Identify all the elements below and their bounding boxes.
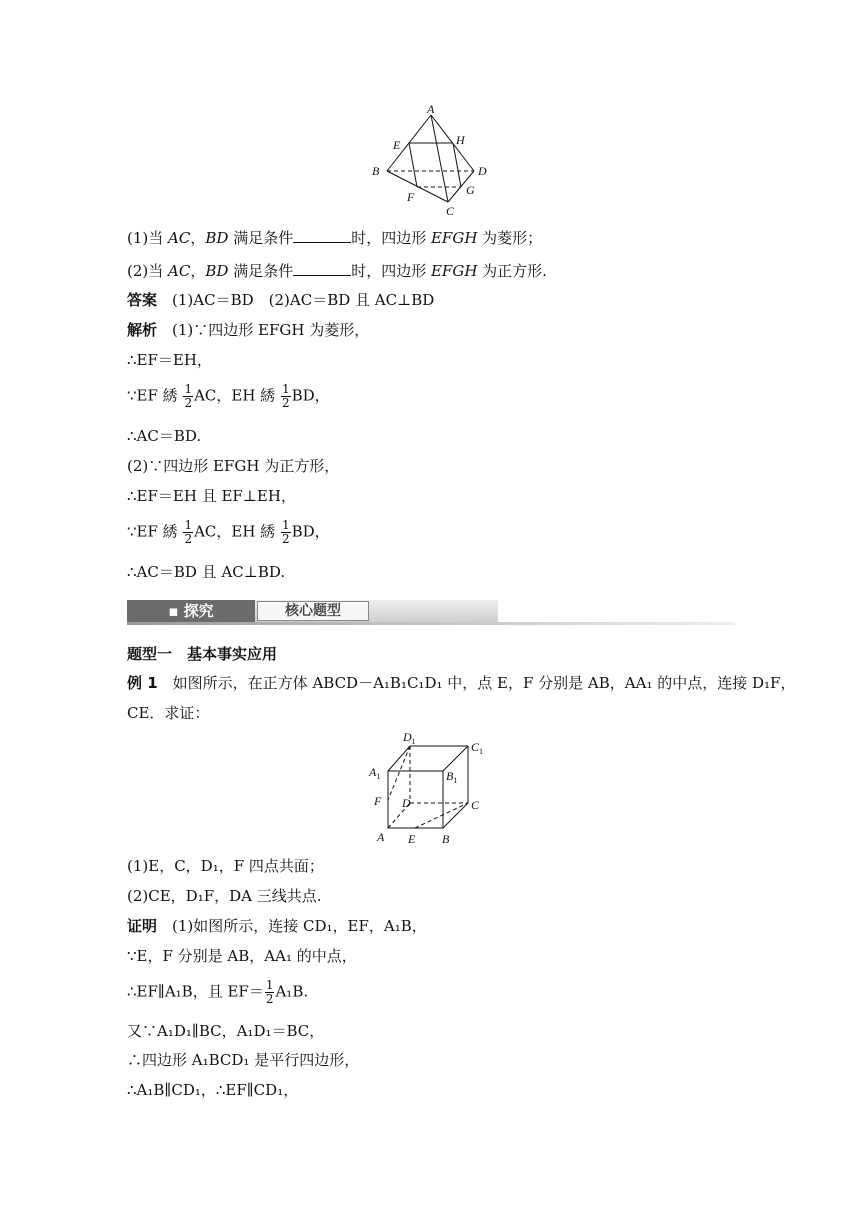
cube-label-C: C bbox=[471, 798, 480, 812]
question-2: (2)当 AC，BD 满足条件 时，四边形 EFGH 为正方形. bbox=[127, 262, 547, 280]
analysis-step: ∵EF 綉 $\frac{1}{2}$ AC，EH 綉 $\frac{1}{2}$ BD， bbox=[127, 518, 330, 546]
analysis-step: ∴EF＝EH 且 EF⊥EH， bbox=[127, 487, 296, 505]
cube-label-F: F bbox=[374, 794, 382, 808]
proof-label: 证明 bbox=[127, 917, 158, 935]
tetra-label-H: H bbox=[456, 133, 465, 147]
question-1: (1)当 AC，BD 满足条件 时，四边形 EFGH 为菱形； bbox=[127, 229, 543, 247]
cube-label-E: E bbox=[408, 832, 416, 846]
tetra-label-C: C bbox=[446, 204, 455, 218]
tetra-label-A: A bbox=[427, 102, 435, 116]
example-line-1: 例 1 如图所示，在正方体 ABCD－A₁B₁C₁D₁ 中，点 E，F 分别是 AB，AA₁ 的中点，连接 D₁F， bbox=[127, 674, 796, 692]
analysis-step: (2)∵四边形 EFGH 为正方形， bbox=[127, 457, 340, 475]
fraction-half: $\frac{1}{2}$ bbox=[184, 382, 193, 410]
analysis-label: 解析 bbox=[127, 321, 158, 339]
cube-label-D1: D bbox=[403, 730, 412, 744]
svg-text:C1: $C_1$ bbox=[471, 740, 484, 756]
tetra-label-B: B bbox=[372, 164, 380, 178]
example-label: 例 1 bbox=[127, 674, 158, 692]
claim-2: (2)CE，D₁F，DA 三线共点. bbox=[127, 887, 322, 905]
tetra-label-D: D bbox=[478, 164, 487, 178]
proof-line-5: ∴四边形 A₁BCD₁ 是平行四边形， bbox=[127, 1051, 360, 1069]
example-line-2: CE．求证： bbox=[127, 704, 210, 722]
fraction-half: $\frac{1}{2}$ bbox=[281, 518, 290, 546]
analysis-step: ∵EF 綉 $\frac{1}{2}$ AC，EH 綉 $\frac{1}{2}$ BD， bbox=[127, 382, 330, 410]
proof-line-1: 证明 (1)如图所示，连接 CD₁，EF，A₁B， bbox=[127, 917, 427, 935]
answer-label: 答案 bbox=[127, 291, 158, 309]
svg-text:B1: $B_1$ bbox=[446, 769, 458, 785]
section-title: 题型一 基本事实应用 bbox=[127, 645, 278, 663]
cube-label-A: A bbox=[377, 830, 385, 844]
tetra-label-G: G bbox=[466, 183, 475, 197]
analysis-step: ∴AC＝BD 且 AC⊥BD. bbox=[127, 563, 286, 581]
section-banner bbox=[127, 600, 735, 624]
fraction-half: $\frac{1}{2}$ bbox=[184, 518, 193, 546]
cube-figure bbox=[365, 730, 495, 848]
proof-line-6: ∴A₁B∥CD₁，∴EF∥CD₁， bbox=[127, 1081, 299, 1099]
fraction-half: $\frac{1}{2}$ bbox=[281, 382, 290, 410]
analysis-step: ∴AC＝BD. bbox=[127, 427, 202, 445]
claim-1: (1)E，C，D₁，F 四点共面； bbox=[127, 857, 324, 875]
proof-line-4: 又∵A₁D₁∥BC，A₁D₁＝BC， bbox=[127, 1022, 325, 1040]
banner-core-types: 核心题型 bbox=[257, 601, 369, 621]
fraction-half: $\frac{1}{2}$ bbox=[265, 978, 274, 1006]
cube-label-C1: C bbox=[471, 740, 480, 754]
answer-blank bbox=[293, 227, 351, 243]
banner-rule bbox=[127, 622, 735, 625]
tetrahedron-figure bbox=[365, 102, 495, 220]
tetra-label-E: E bbox=[393, 138, 401, 152]
proof-line-3: ∴EF∥A₁B，且 EF＝ $\frac{1}{2}$ A₁B. bbox=[127, 978, 309, 1006]
svg-text:A1: $A_1$ bbox=[369, 765, 381, 781]
tetra-label-F: F bbox=[407, 190, 415, 204]
cube-label-D: D bbox=[402, 796, 411, 810]
cube-label-A1: A bbox=[369, 765, 377, 779]
cube-label-B1: B bbox=[446, 769, 454, 783]
proof-line-2: ∵E，F 分别是 AB，AA₁ 的中点， bbox=[127, 947, 357, 965]
answer-text: (1)AC＝BD (2)AC＝BD 且 AC⊥BD bbox=[172, 291, 435, 309]
banner-explore: ▪ 探究 bbox=[127, 600, 255, 622]
answer-line bbox=[127, 290, 434, 310]
analysis-step: ∴EF＝EH， bbox=[127, 351, 212, 369]
cube-label-B: B bbox=[442, 832, 450, 846]
analysis-line: 解析 (1)∵四边形 EFGH 为菱形， bbox=[127, 321, 370, 339]
answer-blank bbox=[293, 260, 351, 276]
svg-text:D1: $D_1$ bbox=[403, 730, 416, 746]
